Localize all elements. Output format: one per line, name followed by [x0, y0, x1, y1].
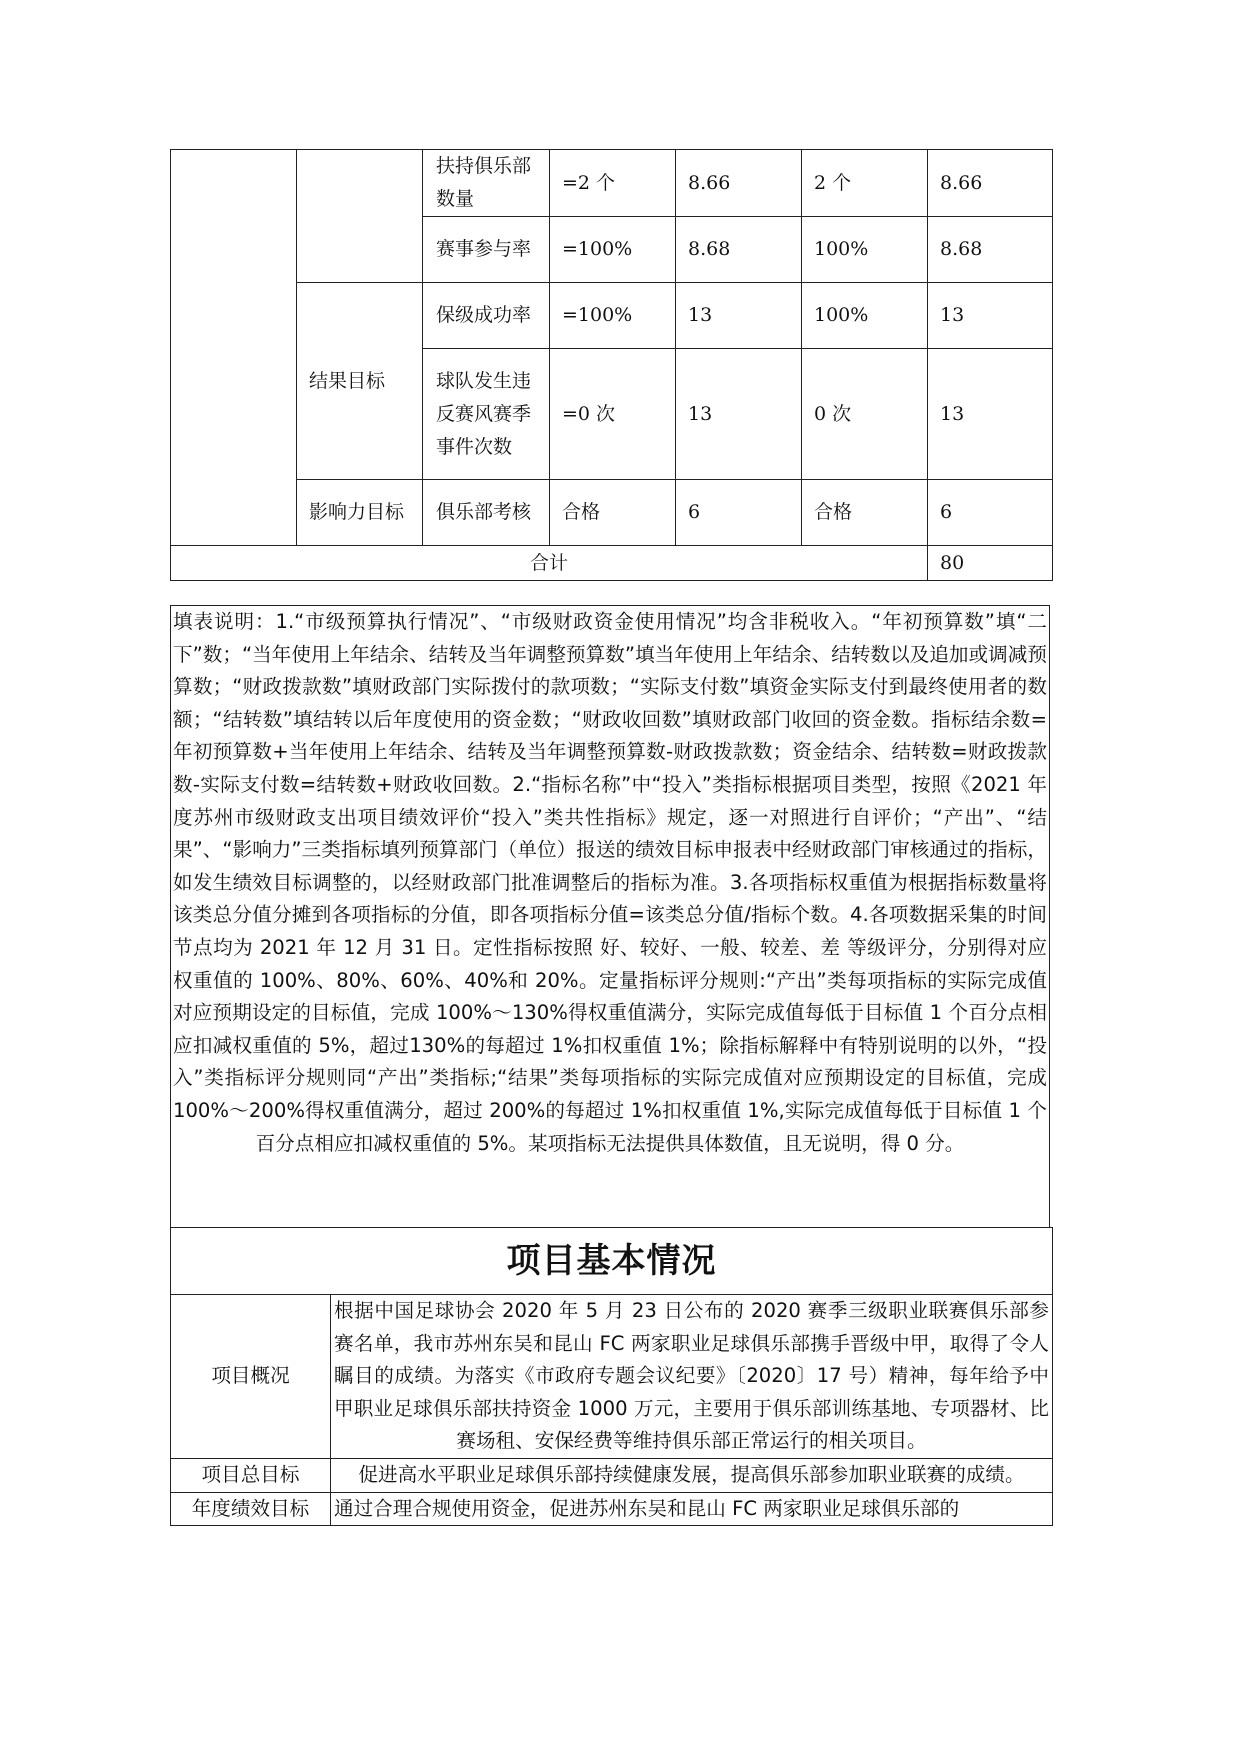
indicator-cell: 球队发生违反赛风赛季事件次数	[423, 349, 550, 480]
score-cell: 13	[928, 283, 1053, 349]
score-cell: 8.68	[928, 217, 1053, 283]
category-cell	[297, 150, 423, 283]
indicator-cell: 保级成功率	[423, 283, 550, 349]
annual-goal-label: 年度绩效目标	[171, 1492, 331, 1526]
target-cell: =2 个	[550, 150, 676, 217]
actual-cell: 100%	[802, 217, 928, 283]
score-cell: 6	[928, 480, 1053, 546]
weight-cell: 13	[676, 349, 802, 480]
annual-goal-text: 通过合理合规使用资金，促进苏州东吴和昆山 FC 两家职业足球俱乐部的	[331, 1492, 1053, 1526]
category-cell: 结果目标	[297, 283, 423, 480]
target-cell: =100%	[550, 283, 676, 349]
outer-category-cell	[171, 150, 297, 546]
total-label: 合计	[171, 546, 928, 581]
actual-cell: 100%	[802, 283, 928, 349]
target-cell: =100%	[550, 217, 676, 283]
weight-cell: 8.66	[676, 150, 802, 217]
section-title: 项目基本情况	[171, 1228, 1053, 1295]
project-basic-table	[170, 1227, 1053, 1526]
target-cell: =0 次	[550, 349, 676, 480]
total-value: 80	[928, 546, 1053, 581]
category-cell: 影响力目标	[297, 480, 423, 546]
target-cell: 合格	[550, 480, 676, 546]
fill-instructions: 填表说明：1.“市级预算执行情况”、“市级财政资金使用情况”均含非税收入。“年初预算数”填“二下”数；“当年使用上年结余、结转及当年调整预算数”填当年使用上年结余、结转数以及追加或调减预算数；“财政拨款数”填财政部门实际拨付的款项数；“实际支付数”填资金实际支付到最终使用者的数额；“结转数”填结转以后年度使用的资金数；“财政收回数”填财政部门收回的资金数。指标结余数=年初预算数+当年使用上年结余、结转及当年调整预算数-财政拨款数；资金结余、结转数=财政拨款数-实际支付数=结转数+财政收回数。2.“指标名称”中“投入”类指标根据项目类型，按照《2021 年度苏州市级财政支出项目绩效评价“投入”类共性指标》规定，逐一对照进行自评价；“产出”、“结果”、“影响力”三类指标填列预算部门（单位）报送的绩效目标申报表中经财政部门审核通过的指标，如发生绩效目标调整的，以经财政部门批准调整后的指标为准。3.各项指标权重值为根据指标数量将该类总分值分摊到各项指标的分值，即各项指标分值=该类总分值/指标个数。4.各项数据采集的时间节点均为 2021 年 12 月 31 日。定性指标按照 好、较好、一般、较差、差 等级评分，分别得对应权重值的 100%、80%、60%、40%和 20%。定量指标评分规则:“产出”类每项指标的实际完成值对应预期设定的目标值，完成 100%～130%得权重值满分，实际完成值每低于目标值 1 个百分点相应扣减权重值的 5%，超过130%的每超过 1%扣权重值 1%；除指标解释中有特别说明的以外，“投入”类指标评分规则同“产出”类指标;“结果”类每项指标的实际完成值对应预期设定的目标值，完成 100%～200%得权重值满分，超过 200%的每超过 1%扣权重值 1%,实际完成值每低于目标值 1 个百分点相应扣减权重值的 5%。某项指标无法提供具体数值，且无说明，得 0 分。	[170, 605, 1050, 1227]
indicator-cell: 扶持俱乐部数量	[423, 150, 550, 217]
score-cell: 13	[928, 349, 1053, 480]
actual-cell: 2 个	[802, 150, 928, 217]
goal-label: 项目总目标	[171, 1458, 331, 1492]
indicator-cell: 赛事参与率	[423, 217, 550, 283]
actual-cell: 0 次	[802, 349, 928, 480]
indicator-cell: 俱乐部考核	[423, 480, 550, 546]
overview-label: 项目概况	[171, 1295, 331, 1459]
weight-cell: 13	[676, 283, 802, 349]
weight-cell: 6	[676, 480, 802, 546]
score-cell: 8.66	[928, 150, 1053, 217]
actual-cell: 合格	[802, 480, 928, 546]
overview-text: 根据中国足球协会 2020 年 5 月 23 日公布的 2020 赛季三级职业联赛俱乐部参赛名单，我市苏州东吴和昆山 FC 两家职业足球俱乐部携手晋级中甲，取得了令人瞩目的成绩。为落实《市政府专题会议纪要》〔2020〕17 号）精神，每年给予中甲职业足球俱乐部扶持资金 1000 万元，主要用于俱乐部训练基地、专项器材、比赛场租、安保经费等维持俱乐部正常运行的相关项目。	[331, 1295, 1053, 1459]
weight-cell: 8.68	[676, 217, 802, 283]
performance-table	[170, 149, 1053, 581]
goal-text: 促进高水平职业足球俱乐部持续健康发展，提高俱乐部参加职业联赛的成绩。	[331, 1458, 1053, 1492]
